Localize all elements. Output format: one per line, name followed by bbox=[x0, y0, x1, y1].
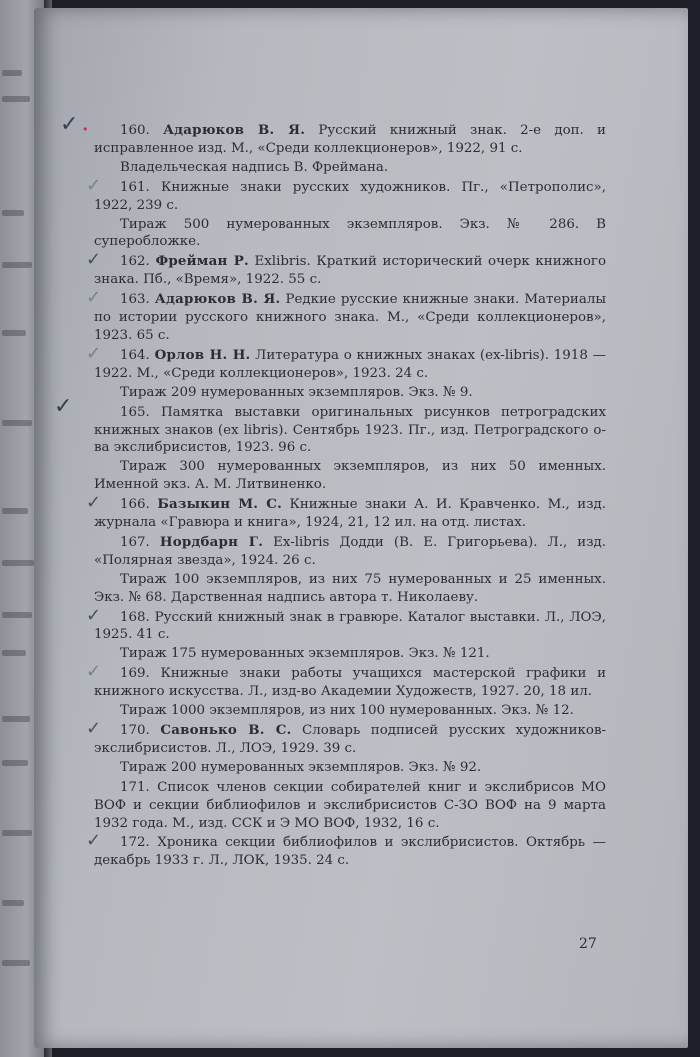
bibliography-entry-163 bbox=[86, 287, 606, 345]
pencil-checkmark-icon: ✓ bbox=[86, 287, 102, 309]
red-dot-icon: • bbox=[82, 123, 89, 136]
ghost-text-line bbox=[2, 650, 26, 656]
ghost-text-line bbox=[2, 716, 30, 722]
bibliography-entry-164 bbox=[86, 342, 606, 402]
entry-number: 160. bbox=[120, 123, 150, 138]
pencil-checkmark-icon: ✓ bbox=[86, 492, 102, 514]
ghost-text-line bbox=[2, 830, 32, 836]
ghost-text-line bbox=[2, 96, 30, 102]
entry-note: Тираж 500 нумерованных экземпляров. Экз. № 286. В суперобложке. bbox=[94, 216, 606, 250]
entry-text: Русский книжный знак. 2-е доп. и исправленное изд. М., «Среди коллекционеров», 1922, 91 с. bbox=[94, 123, 606, 156]
ghost-text-line bbox=[2, 262, 32, 268]
entry-number: 167. bbox=[120, 534, 150, 550]
book-page bbox=[34, 8, 688, 1048]
page-number: 27 bbox=[579, 936, 597, 952]
entry-author: Адарюков В. Я. bbox=[154, 291, 281, 308]
bibliography-list bbox=[54, 112, 607, 872]
entry-note: Тираж 200 нумерованных экземпляров. Экз. № 92. bbox=[120, 759, 482, 775]
pencil-checkmark-icon: ✓ bbox=[86, 661, 102, 683]
entry-text: Книжные знаки А. И. Кравченко. М., изд. журнала «Гравюра и книга», 1924, 21, 12 ил. на отд. листах. bbox=[94, 497, 607, 531]
entry-note: Тираж 209 нумерованных экземпляров. Экз. № 9. bbox=[120, 384, 473, 400]
ghost-text-line bbox=[2, 612, 32, 618]
entry-text: Exlibris. Краткий исторический очерк книжного знака. Пб., «Время», 1922. 55 с. bbox=[94, 254, 607, 288]
entry-note: Тираж 1000 экземпляров, из них 100 нумерованных. Экз. № 12. bbox=[120, 703, 574, 719]
bibliography-entry-169 bbox=[86, 661, 606, 720]
entry-text: Словарь подписей русских художников-экслибрисистов. Л., ЛОЭ, 1929. 39 с. bbox=[94, 723, 607, 756]
entry-number: 171. bbox=[120, 779, 150, 795]
entry-author: Адарюков В. Я. bbox=[163, 122, 306, 138]
bibliography-entry-166 bbox=[86, 492, 607, 532]
entry-text: Памятка выставки оригинальных рисунков петроградских книжных знаков (ex libris). Сентябрь 1923. Пг., изд. Петроградского о-ва экслибрисистов, 1923. 96 с. bbox=[94, 404, 606, 456]
pencil-checkmark-icon: ✓ bbox=[86, 830, 102, 852]
pencil-checkmark-icon: ✓ bbox=[54, 393, 73, 419]
entry-text: Хроника секции библиофилов и экслибрисистов. Октябрь — декабрь 1933 г. Л., ЛОК, 1935. 24 с. bbox=[94, 835, 606, 869]
entry-number: 172. bbox=[120, 835, 150, 851]
ghost-text-line bbox=[2, 70, 22, 76]
entry-text: Список членов секции собирателей книг и экслибрисов МО ВОФ и секции библиофилов и экслибрисистов С-ЗО ВОФ на 9 марта 1932 года. М., изд. ССК и Э МО ВОФ, 1932, 16 с. bbox=[94, 779, 606, 831]
ghost-text-line bbox=[2, 760, 28, 766]
entry-number: 161. bbox=[120, 179, 150, 195]
pencil-checkmark-icon: ✓ bbox=[86, 174, 102, 196]
pencil-checkmark-icon: ✓ bbox=[86, 604, 102, 626]
ghost-text-line bbox=[2, 560, 34, 566]
entry-text: Редкие русские книжные знаки. Материалы по истории русского книжного знака. М., «Среди коллекционеров», 1923. 65 с. bbox=[94, 292, 606, 343]
entry-number: 170. bbox=[120, 723, 150, 738]
entry-note: Тираж 100 экземпляров, из них 75 нумерованных и 25 именных. Экз. № 68. Дарственная надпись автора т. Николаеву. bbox=[94, 571, 606, 605]
entry-text: Русский книжный знак в гравюре. Каталог выставки. Л., ЛОЭ, 1925. 41 с. bbox=[94, 609, 606, 643]
entry-text: Книжные знаки русских художников. Пг., «Петрополис», 1922, 239 с. bbox=[94, 179, 606, 213]
pencil-checkmark-icon: ✓ bbox=[86, 249, 102, 271]
bibliography-entry-171 bbox=[94, 779, 606, 833]
entry-note: Владельческая надпись В. Фреймана. bbox=[120, 159, 389, 175]
entry-text: Ex-libris Додди (В. Е. Григорьева). Л., изд. «Полярная звезда», 1924. 26 с. bbox=[94, 534, 607, 568]
entry-text: Книжные знаки работы учащихся мастерской графики и книжного искусства. Л., изд-во Академии Художеств, 1927. 20, 18 ил. bbox=[94, 666, 606, 700]
bibliography-entry-170 bbox=[86, 718, 607, 777]
ghost-text-line bbox=[2, 210, 24, 216]
ghost-text-line bbox=[2, 330, 26, 336]
pencil-checkmark-icon: ✓ bbox=[60, 112, 79, 137]
ghost-text-line bbox=[2, 420, 32, 426]
entry-author: Орлов Н. Н. bbox=[154, 346, 251, 363]
ghost-text-line bbox=[2, 960, 30, 966]
pencil-checkmark-icon: ✓ bbox=[86, 342, 102, 364]
bibliography-entry-161 bbox=[86, 174, 606, 252]
entry-number: 168. bbox=[120, 609, 150, 625]
bibliography-entry-165 bbox=[54, 393, 606, 495]
bibliography-entry-160 bbox=[60, 112, 606, 177]
entry-note: Тираж 300 нумерованных экземпляров, из них 50 именных. Именной экз. А. М. Литвиненко. bbox=[94, 459, 606, 493]
pencil-checkmark-icon: ✓ bbox=[86, 718, 102, 739]
ghost-text-line bbox=[2, 508, 28, 514]
bibliography-entry-172 bbox=[86, 830, 606, 870]
entry-author: Савонько В. С. bbox=[160, 722, 292, 738]
entry-author: Базыкин М. С. bbox=[157, 496, 282, 513]
entry-author: Фрейман Р. bbox=[155, 253, 249, 270]
entry-text: Литература о книжных знаках (ex-libris). 1918 — 1922. М., «Среди коллекционеров», 1923. 24 с. bbox=[94, 347, 606, 381]
bibliography-entry-167 bbox=[94, 534, 606, 607]
entry-number: 169. bbox=[120, 666, 150, 682]
entry-number: 163. bbox=[120, 292, 150, 308]
entry-number: 165. bbox=[120, 404, 150, 420]
entry-number: 164. bbox=[120, 347, 150, 363]
bibliography-entry-168 bbox=[86, 604, 606, 664]
entry-author: Нордбарн Г. bbox=[159, 533, 264, 550]
entry-note: Тираж 175 нумерованных экземпляров. Экз. № 121. bbox=[120, 646, 490, 662]
entry-number: 166. bbox=[120, 497, 150, 513]
entry-number: 162. bbox=[120, 254, 150, 270]
ghost-text-line bbox=[2, 900, 24, 906]
bibliography-entry-162 bbox=[86, 249, 607, 289]
